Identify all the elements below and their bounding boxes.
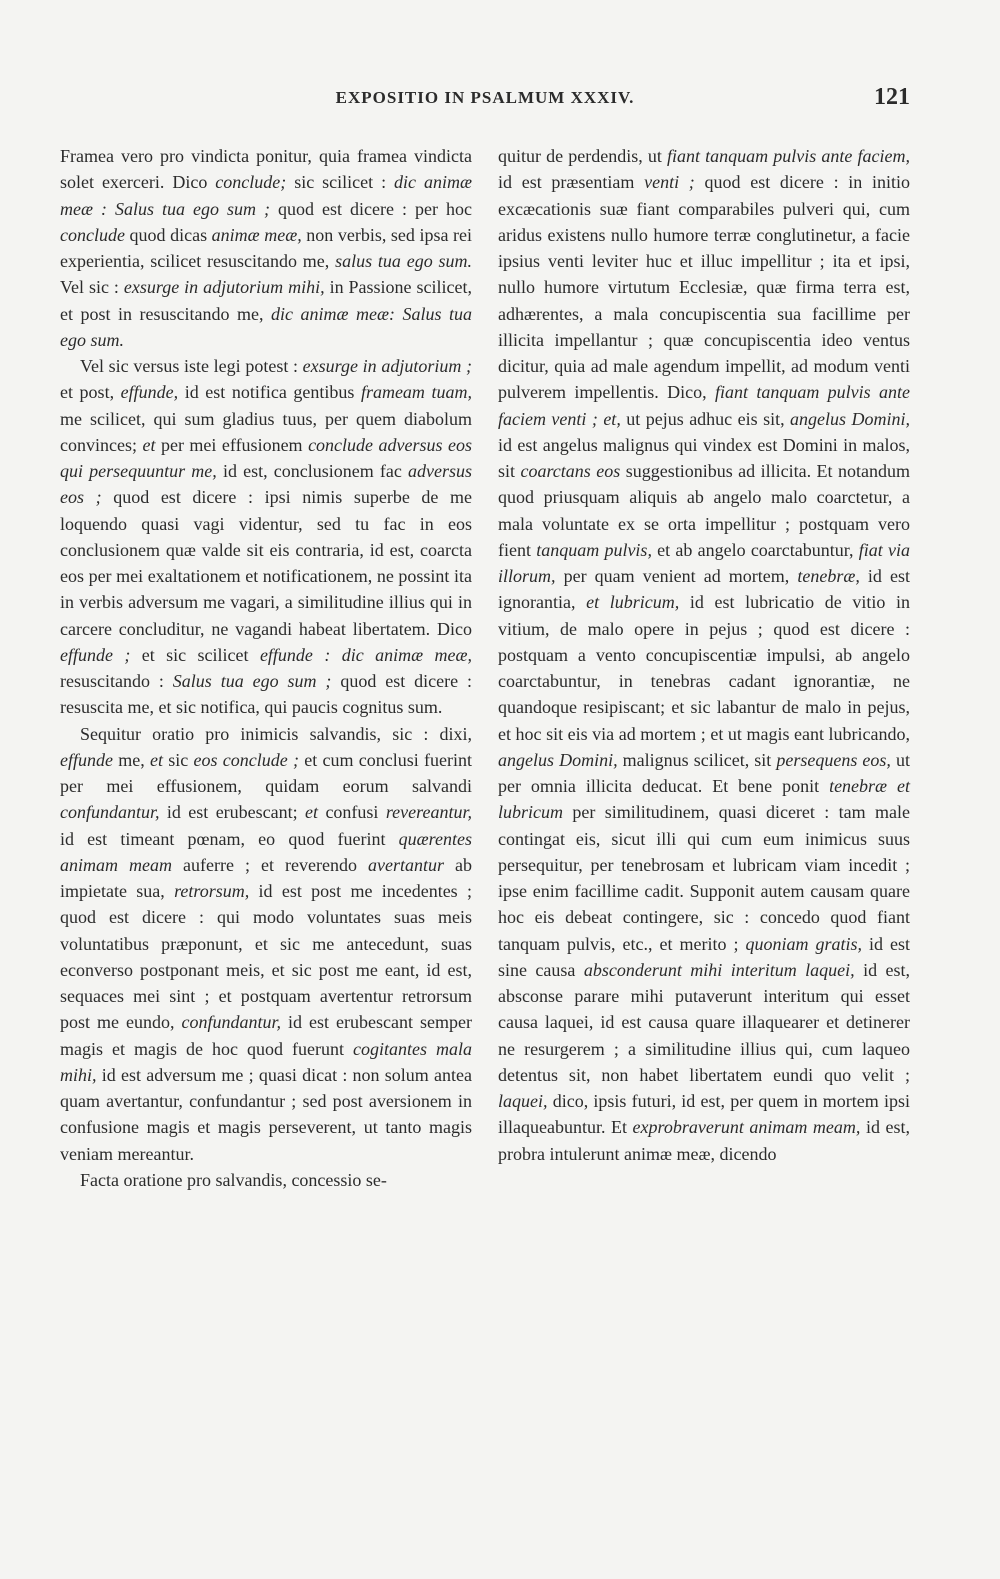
paragraph (498, 143, 910, 1167)
italic-run: absconderunt mihi interitum laquei, (583, 959, 855, 980)
text-run: et ab angelo coarctabuntur, (651, 539, 859, 560)
text-run: Vel sic versus iste legi potest : (80, 356, 303, 376)
italic-run: exsurge in adjutorium mihi, (123, 277, 325, 298)
italic-run: dic animæ meæ: Salus tua ego sum. (60, 303, 472, 350)
italic-run: retrorsum, (174, 881, 250, 901)
text-run: id est, conclusionem fac (216, 461, 409, 481)
text-run: sic scilicet : (286, 172, 395, 193)
text-run: sic (163, 749, 194, 770)
running-title: EXPOSITIO IN PSALMUM XXXIV. (335, 88, 635, 107)
text-run: dico, ipsis futuri, id est, per quem in mortem ipsi illaqueabuntur. Et (498, 1091, 910, 1138)
text-run: id est angelus malignus qui vindex est Domini in malos, sit (498, 434, 910, 481)
paragraph (60, 353, 472, 721)
text-run: quod est dicere : resuscita me, et sic notifica, qui paucis cognitus sum. (60, 671, 472, 718)
italic-run: animæ meæ, (211, 224, 302, 245)
text-run: et cum conclusi fuerint per mei effusionem, quidam eorum salvandi (60, 749, 472, 796)
text-run: quod est dicere : ipsi nimis superbe de me loquendo quasi vagi videntur, sed tu fac in eos conclusionem quæ valde sit eis contraria, id est, coarcta eos per mei exaltationem et notificationem, ne possint ita in verbis adversum me vagari, a similitudine illius qui in carcere concluditur, ne vagandi habeat libertatem. Dico (60, 487, 472, 639)
italic-run: dic animæ meæ : Salus tua ego sum ; (60, 172, 472, 219)
italic-run: tenebræ et lubricum (498, 776, 910, 823)
text-run: per mei effusionem (155, 434, 309, 455)
text-run: auferre ; et reverendo (172, 854, 368, 875)
italic-run: avertantur (367, 854, 444, 875)
text-run: me scilicet, qui sum gladius tuus, per quem diabolum convinces; (60, 408, 472, 455)
paragraph (60, 1167, 472, 1193)
italic-run: conclude adversus eos qui persequuntur me, (60, 434, 472, 481)
text-run: malignus scilicet, sit (617, 749, 777, 770)
italic-run: et (142, 434, 156, 455)
left-text-column (60, 143, 472, 1193)
text-run: id est, probra intulerunt animæ meæ, dicendo (498, 1117, 910, 1164)
italic-run: salus tua ego sum. (335, 251, 472, 271)
italic-run: cogitantes mala mihi, (60, 1038, 472, 1085)
italic-run: quærentes animam meam (60, 828, 472, 875)
text-run: id est, absconse parare mihi putaverunt interitum qui esset causa laquei, id est causa quare illaquearer et detinerer ne resurgerem ; a similitudine illius qui, cum laqueo detentus sit, non habet libertatem eundi quo velit ; (498, 959, 911, 1085)
italic-run: adversus eos ; (60, 461, 473, 508)
italic-run: persequens eos, (776, 749, 891, 770)
text-run: Sequitur oratio pro inimicis salvandis, sic : dixi, (80, 723, 472, 744)
text-run: confusi (318, 802, 386, 823)
italic-run: angelus Domini, (790, 408, 910, 429)
text-run: id est erubescant; (159, 802, 306, 823)
italic-run: fiant tanquam pulvis ante faciem, (667, 146, 910, 166)
text-run: ut pejus adhuc eis sit, (620, 408, 791, 429)
italic-run: fiant tanquam pulvis ante faciem venti ; et, (498, 382, 910, 429)
italic-run: et lubricum, (586, 592, 680, 613)
italic-run: effunde : dic animæ meæ, (259, 644, 472, 665)
text-run: quod est dicere : in initio excæcationis suæ fiant comparabiles pulveri qui, cum aridus existens nullo humore terræ conglutinetur, a facie ipsius venti leviter huc et illuc impellitur ; ita et ipsi, nullo humore virtutum Ecclesiæ, quæ firma terra est, adhærentes, a mala concupiscentia sua facillime per illicita impellantur ; quæ concupiscentia ideo ventus dicitur, quia ad male agendum impellit, ad modum venti pulverem impellentis. Dico, (498, 172, 910, 403)
text-run: id est post me incedentes ; quod est dicere : qui modo voluntates suas meis voluntatibus præponunt, et sic me antecedunt, suas econverso postponant meis, et sic post me eant, id est, sequaces mei sint ; et postquam avertentur retrorsum post me eundo, (60, 881, 472, 1033)
text-run: non verbis, sed ipsa rei experientia, scilicet resuscitando me, (60, 224, 473, 271)
text-run: id est erubescant semper magis et magis de hoc quod fuerunt (60, 1012, 472, 1059)
italic-run: effunde ; (60, 644, 131, 665)
italic-run: Salus tua ego sum ; (172, 671, 332, 691)
text-run: et post, (60, 382, 121, 403)
text-run: quod dicas (124, 224, 212, 245)
text-run: id est sine causa (498, 933, 910, 980)
text-run: suggestionibus ad illicita. Et notandum quod priusquam aliquis ab angelo malo coarctetur, a mala voluntate ex se orta impellitur ; postquam vero fient (498, 461, 910, 560)
italic-run: fiat via illorum, (498, 539, 911, 586)
italic-run: eos conclude ; (193, 749, 299, 770)
text-run: Framea vero pro vindicta ponitur, quia framea vindicta solet exerceri. Dico (60, 146, 472, 193)
text-run: resuscitando : (60, 671, 173, 691)
italic-run: frameam tuam, (360, 382, 472, 403)
italic-run: angelus Domini, (498, 749, 618, 770)
text-run: Vel sic : (60, 277, 124, 298)
page-number: 121 (874, 84, 910, 110)
text-run: ab impietate sua, (60, 854, 472, 901)
paragraph (60, 721, 472, 1167)
text-run: id est notifica gentibus (178, 382, 361, 403)
italic-run: effunde, (120, 382, 179, 403)
text-run: Facta oratione pro salvandis, concessio se- (80, 1169, 387, 1190)
italic-run: effunde (60, 749, 113, 770)
text-run: me, (112, 749, 150, 770)
text-run: id est præsentiam (498, 172, 645, 193)
italic-run: et (150, 749, 163, 770)
text-run: id est lubricatio de vitio in vitium, de malo opere in pejus ; quod est dicere : postquam a vento concupiscentiæ impulsi, ab angelo coarctabuntur, in tenebras cadant ignorantiæ, ne quandoque resipiscant; et sic labantur de malo in pejus, et hoc sit eis via ad mortem ; et ut magis eant lubricando, (498, 592, 910, 744)
italic-run: quoniam gratis, (745, 933, 862, 954)
running-header (60, 84, 910, 120)
italic-run: confundantur, (60, 802, 160, 823)
right-text-column (498, 143, 910, 1167)
text-run: in Passione scilicet, et post in resuscitando me, (60, 277, 472, 324)
italic-run: confundantur, (181, 1012, 282, 1033)
italic-run: venti ; (644, 172, 695, 193)
text-run: id est ignorantia, (498, 566, 910, 613)
italic-run: exprobraverunt animam meam, (632, 1117, 861, 1138)
text-run: id est timeant pœnam, eo quod fuerint (60, 828, 399, 849)
text-run: id est adversum me ; quasi dicat : non solum antea quam avertantur, confundantur ; sed post aversionem in confusione magis et magis perseverent, ut tanto magis veniam mereantur. (60, 1064, 472, 1164)
text-run: per similitudinem, quasi diceret : tam male contingat eis, sicut illi qui cum eum inimicus suus persequitur, per tenebrosam et lubricam viam incedit ; ipse enim facillime cadit. Supponit autem causam quare hoc eis debeat contingere, sic : concedo quod fiant tanquam pulvis, etc., et merito ; (498, 802, 910, 954)
italic-run: coarctans eos (520, 461, 621, 481)
text-run: et sic scilicet (130, 644, 260, 665)
italic-run: laquei, (498, 1091, 548, 1111)
italic-run: exsurge in adjutorium ; (302, 356, 472, 376)
text-run: quitur de perdendis, ut (498, 146, 667, 166)
text-run: per quam venient ad mortem, (555, 566, 798, 586)
italic-run: conclude (60, 224, 125, 245)
text-run: ut per omnia illicita deducat. Et bene ponit (498, 749, 910, 796)
italic-run: tanquam pulvis, (536, 539, 652, 560)
italic-run: conclude; (215, 172, 287, 193)
paragraph (60, 143, 472, 353)
italic-run: et (305, 802, 319, 823)
italic-run: revereantur, (385, 802, 472, 823)
text-run: quod est dicere : per hoc (270, 198, 473, 219)
italic-run: tenebræ, (797, 566, 860, 586)
